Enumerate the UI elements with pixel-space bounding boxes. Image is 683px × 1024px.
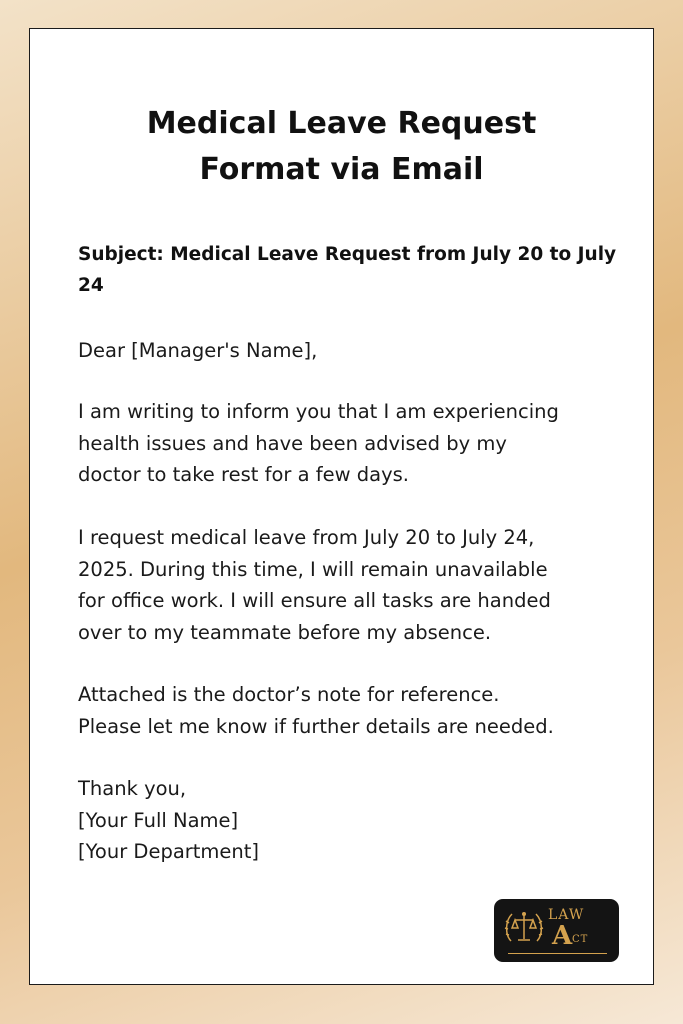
email-subject: Subject: Medical Leave Request from July 20 to July 24 (78, 244, 617, 296)
signoff (78, 773, 638, 868)
title-line-2: Format via Email (199, 152, 484, 187)
logo-text-ct: CT (572, 934, 589, 945)
signoff-line: Thank you, (78, 777, 187, 800)
paragraph-2-line: I request medical leave from July 20 to July 24, (78, 526, 535, 549)
signoff-line: [Your Full Name] (78, 808, 239, 832)
greeting: Dear [Manager's Name], (78, 339, 318, 362)
paragraph-1-line: health issues and have been advised by my (78, 431, 507, 455)
paragraph-1 (78, 396, 638, 491)
logo-text-law: LAW (548, 907, 585, 923)
paragraph-2-line: over to my teammate before my absence. (78, 620, 492, 644)
paragraph-2 (78, 522, 638, 648)
paragraph-3 (78, 679, 638, 742)
signoff-line: [Your Department] (78, 840, 260, 863)
logo-text-a: A (552, 921, 573, 951)
paragraph-2-line: 2025. During this time, I will remain unavailable (78, 557, 548, 581)
lawact-logo (494, 899, 619, 962)
paragraph-2-line: for office work. I will ensure all tasks are handed (78, 589, 551, 612)
logo-divider (508, 953, 607, 955)
paragraph-3-line: Please let me know if further details are needed. (78, 714, 554, 738)
scales-of-justice-icon (502, 905, 546, 951)
paragraph-3-line: Attached is the doctor’s note for reference. (78, 683, 500, 706)
paragraph-1-line: I am writing to inform you that I am experiencing (78, 400, 559, 423)
letter-card (29, 28, 654, 985)
page-title (30, 101, 653, 193)
paragraph-1-line: doctor to take rest for a few days. (78, 463, 409, 486)
title-line-1: Medical Leave Request (146, 106, 537, 141)
